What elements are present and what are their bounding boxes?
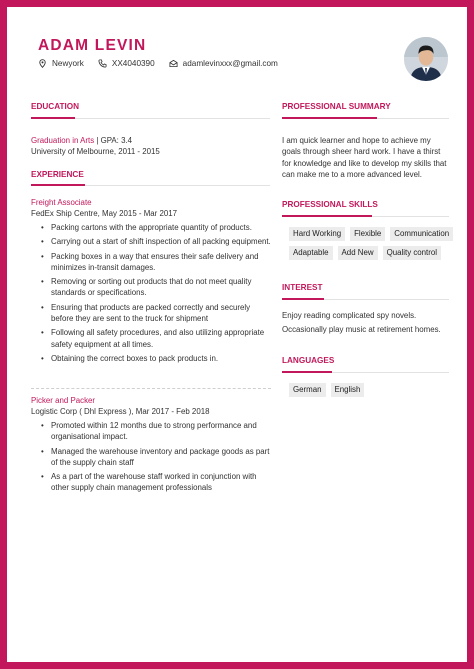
job-bullet: • Packing boxes in a way that ensures their safe delivery and minimizes in-transit damages.	[40, 251, 272, 274]
interest-title: INTEREST	[282, 283, 323, 292]
education-degree-line	[31, 135, 271, 146]
skill-tag: Adaptable	[289, 246, 333, 260]
job-bullet: • Promoted within 12 months due to strong performance and organisational impact.	[40, 420, 272, 443]
job-separator	[31, 388, 271, 389]
contact-phone	[98, 59, 155, 68]
interest-item: Enjoy reading complicated spy novels.	[282, 311, 417, 320]
contact-location	[38, 59, 84, 68]
job-bullet: • Ensuring that products are packed correctly and securely before they are sent to the truck for shipment	[40, 302, 272, 325]
job-bullet: • Removing or sorting out products that do not meet quality standards or specifications.	[40, 276, 272, 299]
job-bullets	[40, 222, 272, 367]
avatar-photo	[404, 37, 448, 81]
language-tags	[289, 383, 459, 402]
job-bullet: • Following all safety procedures, and also utilizing appropriate safety equipment at all times.	[40, 327, 272, 350]
email-text[interactable]: adamlevinxxx@gmail.com	[182, 59, 278, 68]
languages-divider	[332, 372, 449, 373]
summary-underline	[282, 117, 377, 119]
skill-tag: Flexible	[350, 227, 385, 241]
skill-tag: Communication	[390, 227, 453, 241]
job-role: Freight Associate	[31, 198, 92, 207]
education-underline	[31, 117, 75, 119]
job-bullet: • As a part of the warehouse staff worked in conjunction with other supply chain management professionals	[40, 471, 272, 494]
location-text: Newyork	[52, 59, 84, 68]
skill-tag: Hard Working	[289, 227, 345, 241]
skills-tags	[289, 227, 459, 265]
language-tag: English	[331, 383, 365, 397]
experience-underline	[31, 184, 85, 186]
job-bullets	[40, 420, 272, 497]
skill-tag: Quality control	[383, 246, 441, 260]
summary-title: PROFESSIONAL SUMMARY	[282, 102, 391, 111]
skills-underline	[282, 215, 372, 217]
phone-icon	[98, 59, 107, 68]
education-title: EDUCATION	[31, 102, 80, 111]
interest-underline	[282, 298, 324, 300]
language-tag: German	[289, 383, 326, 397]
skills-divider	[372, 216, 449, 217]
contact-email[interactable]	[169, 59, 278, 68]
education-school: University of Melbourne, 2011 - 2015	[31, 147, 160, 156]
job-bullet: • Obtaining the correct boxes to pack products in.	[40, 353, 272, 364]
add-new-skill-tag[interactable]: Add New	[338, 246, 378, 260]
phone-text: XX4040390	[111, 59, 155, 68]
interest-divider	[324, 299, 449, 300]
education-divider	[75, 118, 270, 119]
education-separator: |	[94, 136, 101, 145]
avatar	[404, 37, 448, 81]
job-bullet: • Packing cartons with the appropriate quantity of products.	[40, 222, 272, 233]
languages-underline	[282, 371, 332, 373]
summary-divider	[377, 118, 449, 119]
job-bullet: • Managed the warehouse inventory and package goods as part of the supply chain staff	[40, 446, 272, 469]
email-icon	[169, 59, 178, 68]
job-company: Logistic Corp ( Dhl Express ), Mar 2017 - Feb 2018	[31, 407, 210, 416]
contact-row	[38, 59, 292, 68]
candidate-name: ADAM LEVIN	[38, 37, 147, 54]
interest-item: Occasionally play music at retirement homes.	[282, 325, 441, 334]
languages-title: LANGUAGES	[282, 356, 335, 365]
job-bullet: • Carrying out a start of shift inspection of all packing equipment.	[40, 236, 272, 247]
education-degree: Graduation in Arts	[31, 136, 95, 145]
experience-title: EXPERIENCE	[31, 170, 84, 179]
education-gpa: GPA: 3.4	[100, 136, 133, 145]
job-company: FedEx Ship Centre, May 2015 - Mar 2017	[31, 209, 178, 218]
skills-title: PROFESSIONAL SKILLS	[282, 200, 378, 209]
experience-divider	[85, 185, 270, 186]
location-pin-icon	[38, 59, 47, 68]
summary-text: I am quick learner and hope to achieve my goals through sheer hard work. I have a thirst for knowledge and like to develop my skills that can make me to a more advanced level.	[282, 136, 447, 179]
job-role: Picker and Packer	[31, 396, 96, 405]
